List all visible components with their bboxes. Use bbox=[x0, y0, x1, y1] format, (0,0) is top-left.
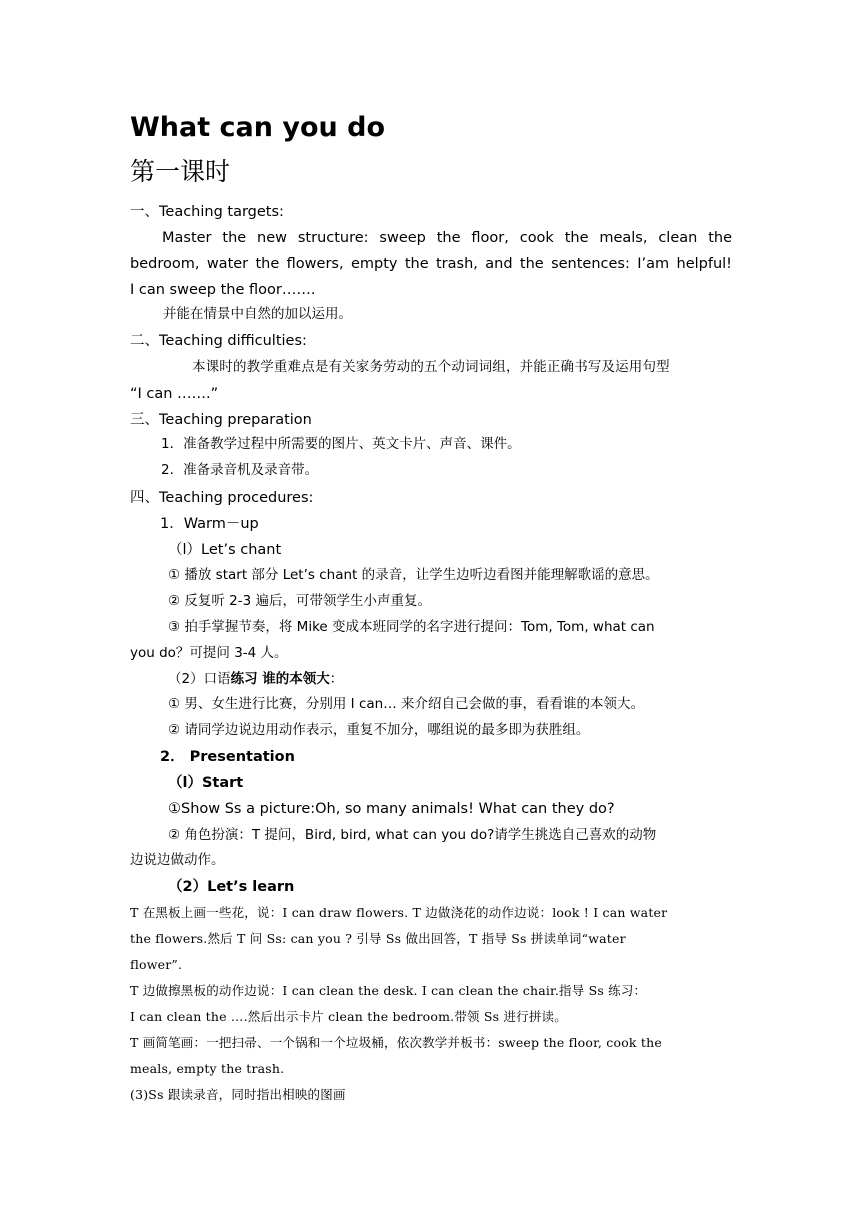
procedure-1-a-item-3: ③ 拍手掌握节奏，将 Mike 变成本班同学的名字进行提问：Tom, Tom, what can bbox=[168, 619, 655, 635]
procedure-2-b-line-2: the flowers.然后 T 问 Ss: can you ? 引导 Ss 做出回答，T 指导 Ss 拼读单词“water bbox=[130, 931, 626, 946]
procedure-1-sub-b-suffix: ： bbox=[329, 671, 344, 687]
procedure-2-b-line-5: I can clean the ….然后出示卡片 clean the bedroom.带领 Ss 进行拼读。 bbox=[130, 1009, 567, 1024]
procedure-2-b-line-3: flower”. bbox=[130, 957, 183, 972]
procedure-1-b-item-1: ① 男、女生进行比赛，分别用 I can… 来介绍自己会做的事，看看谁的本领大。 bbox=[168, 696, 644, 712]
section-3-item-2: 2．准备录音机及录音带。 bbox=[161, 462, 319, 478]
procedure-1-sub-b bbox=[168, 669, 343, 689]
page-title: What can you do bbox=[130, 112, 386, 143]
procedure-1-a-item-1: ① 播放 start 部分 Let’s chant 的录音，让学生边听边看图并能理解歌谣的意思。 bbox=[168, 567, 659, 583]
section-4-heading: 四、Teaching procedures: bbox=[130, 490, 314, 506]
procedure-1-b-item-2: ② 请同学边说边用动作表示，重复不加分，哪组说的最多即为获胜组。 bbox=[168, 722, 590, 738]
section-1-line-4: 并能在情景中自然的加以运用。 bbox=[163, 306, 352, 322]
procedure-2-heading: 2． Presentation bbox=[160, 749, 295, 765]
procedure-2-sub-a: （l）Start bbox=[168, 775, 244, 791]
procedure-2-b-line-7: meals, empty the trash. bbox=[130, 1061, 285, 1076]
procedure-2-a-item-2-cont: 边说边做动作。 bbox=[130, 852, 225, 868]
section-2-heading: 二、Teaching difficulties: bbox=[130, 333, 307, 349]
section-1-line-1: Master the new structure: sweep the floor, cook the meals, clean the bbox=[162, 230, 732, 246]
section-1-line-3: I can sweep the floor……. bbox=[130, 282, 316, 298]
procedure-2-a-item-2: ② 角色扮演：T 提问，Bird, bird, what can you do?请学生挑选自己喜欢的动物 bbox=[168, 827, 657, 843]
section-1-line-2: bedroom, water the flowers, empty the trash, and the sentences: I’am helpful! bbox=[130, 256, 732, 272]
procedure-2-b-line-4: T 边做擦黑板的动作边说：I can clean the desk. I can clean the chair.指导 Ss 练习： bbox=[130, 983, 647, 998]
procedure-2-sub-b: （2）Let’s learn bbox=[168, 879, 295, 895]
procedure-1-sub-a: （l）Let’s chant bbox=[168, 542, 282, 558]
procedure-1-a-item-3-cont: you do？可提问 3-4 人。 bbox=[130, 645, 288, 661]
section-2-line-2: “I can …….” bbox=[130, 386, 219, 402]
procedure-2-c: (3)Ss 跟读录音，同时指出相映的图画 bbox=[130, 1087, 346, 1102]
section-3-heading: 三、Teaching preparation bbox=[130, 412, 312, 428]
procedure-1-sub-b-bold: 练习 谁的本领大 bbox=[230, 671, 330, 687]
procedure-1-sub-b-prefix: （2）口语 bbox=[168, 671, 231, 687]
procedure-2-b-line-6: T 画简笔画：一把扫帚、一个锅和一个垃圾桶，依次教学并板书：sweep the floor, cook the bbox=[130, 1035, 662, 1050]
lesson-subtitle: 第一课时 bbox=[130, 157, 231, 186]
section-3-item-1: 1．准备教学过程中所需要的图片、英文卡片、声音、课件。 bbox=[161, 436, 521, 452]
section-2-line-1: 本课时的教学重难点是有关家务劳动的五个动词词组，并能正确书写及运用句型 bbox=[192, 359, 670, 375]
section-1-heading: 一、Teaching targets: bbox=[130, 204, 284, 220]
procedure-1-a-item-2: ② 反复听 2-3 遍后，可带领学生小声重复。 bbox=[168, 593, 432, 609]
procedure-2-a-item-1: ①Show Ss a picture:Oh, so many animals! What can they do? bbox=[168, 801, 615, 817]
procedure-2-b-line-1: T 在黑板上画一些花，说：I can draw flowers. T 边做浇花的动作边说：look ! I can water bbox=[130, 905, 668, 920]
procedure-1-heading: 1．Warm－up bbox=[160, 516, 259, 532]
